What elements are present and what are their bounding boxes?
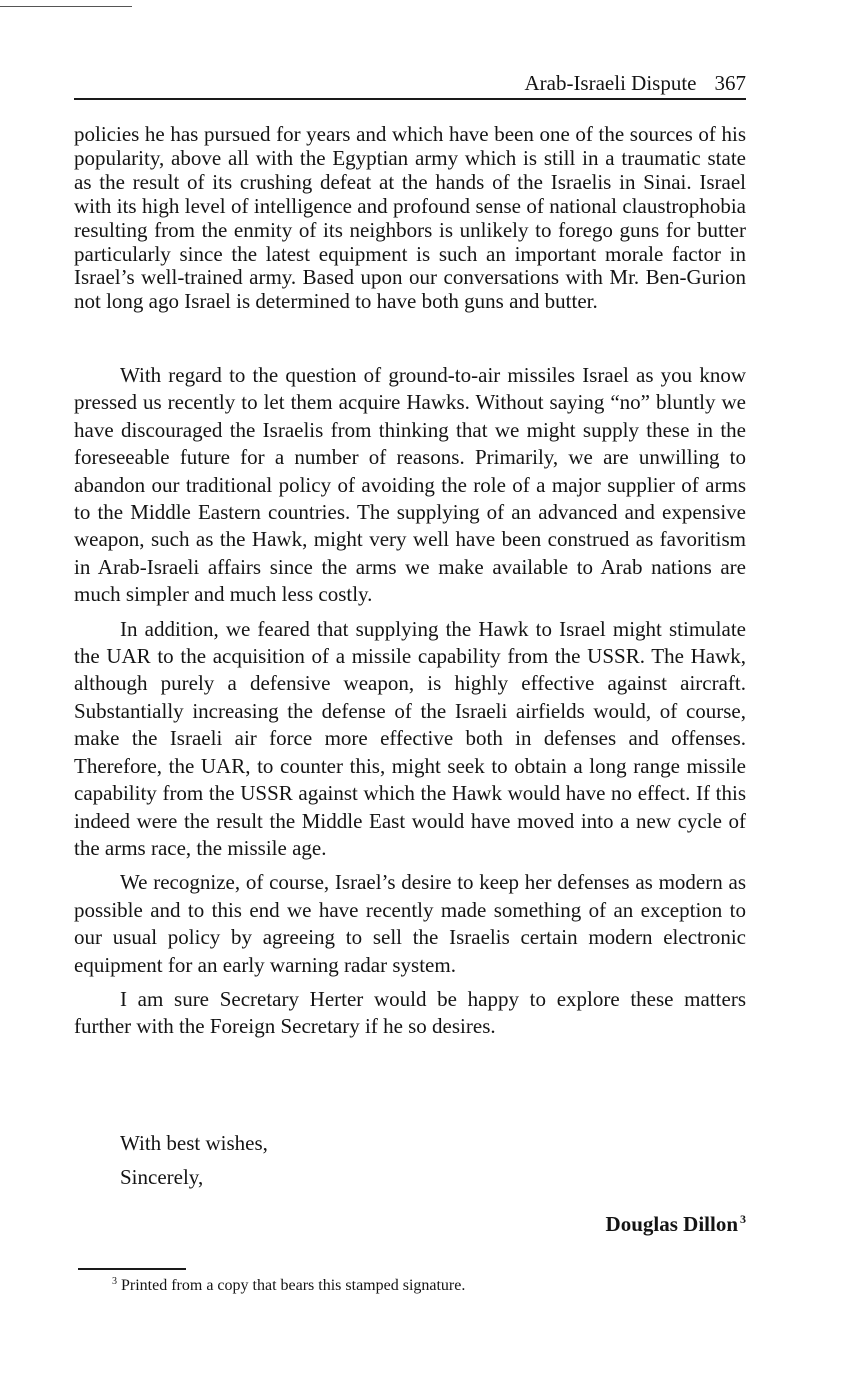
footnote-rule xyxy=(78,1268,186,1270)
paragraph-5: I am sure Secretary Herter would be happy to explore these matters further with the Foreign Secretary if he so desires. xyxy=(74,986,746,1039)
paragraph-1: policies he has pursued for years and which have been one of the sources of his popularity, above all with the Egyptian army which is still in a traumatic state as the result of its crushing defeat at the hands of the Israelis in Sinai. Israel with its high level of intelligence and profound sense of national claustrophobia resulting from the enmity of its neighbors is unlikely to forego guns for butter particularly since the latest equipment is such an important morale factor in Israel’s well-trained army. Based upon our conversations with Mr. Ben-Gurion not long ago Israel is determined to have both guns and butter. xyxy=(74,122,746,314)
signature-block xyxy=(606,1211,746,1238)
paragraph-2: With regard to the question of ground-to-air missiles Israel as you know pressed us recently to let them acquire Hawks. Without saying “no” bluntly we have discouraged the Israelis from thinking that we might supply these in the foreseeable future for a number of reasons. Primarily, we are unwilling to abandon our traditional policy of avoiding the role of a major supplier of arms to the Middle Eastern countries. The supplying of an advanced and expensive weapon, such as the Hawk, might very well have been construed as favoritism in Arab-Israeli affairs since the arms we make available to Arab nations are much simpler and much less costly. xyxy=(74,363,746,607)
footnote xyxy=(112,1276,465,1296)
paragraph-3: In addition, we feared that supplying the Hawk to Israel might stimulate the UAR to the acquisition of a missile capability from the USSR. The Hawk, although purely a defensive weapon, is highly effective against aircraft. Substantially increasing the defense of the Israeli airfields would, of course, make the Israeli air force more effective both in defenses and offenses. Therefore, the UAR, to counter this, might seek to obtain a long range missile capability from the USSR against which the Hawk would have no effect. If this indeed were the result the Middle East would have moved into a new cycle of the arms race, the missile age. xyxy=(74,616,746,860)
running-title: Arab-Israeli Dispute xyxy=(524,71,697,95)
running-header xyxy=(74,70,746,100)
page-number: 367 xyxy=(714,71,746,95)
closing-line: With best wishes, xyxy=(120,1131,268,1155)
footnote-mark: 3 xyxy=(112,1275,117,1287)
letter-body xyxy=(74,362,746,1041)
footnote-text: Printed from a copy that bears this stamped signature. xyxy=(121,1277,466,1294)
valediction: Sincerely, xyxy=(120,1165,204,1189)
continued-paragraph xyxy=(74,123,746,314)
top-edge-rule xyxy=(0,6,132,7)
footnote-reference: 3 xyxy=(740,1212,746,1226)
signature-name: Douglas Dillon xyxy=(605,1212,738,1236)
paragraph-4: We recognize, of course, Israel’s desire to keep her defenses as modern as possible and to this end we have recently made something of an exception to our usual policy by agreeing to sell the Israelis certain modern electronic equipment for an early warning radar system. xyxy=(74,870,746,977)
